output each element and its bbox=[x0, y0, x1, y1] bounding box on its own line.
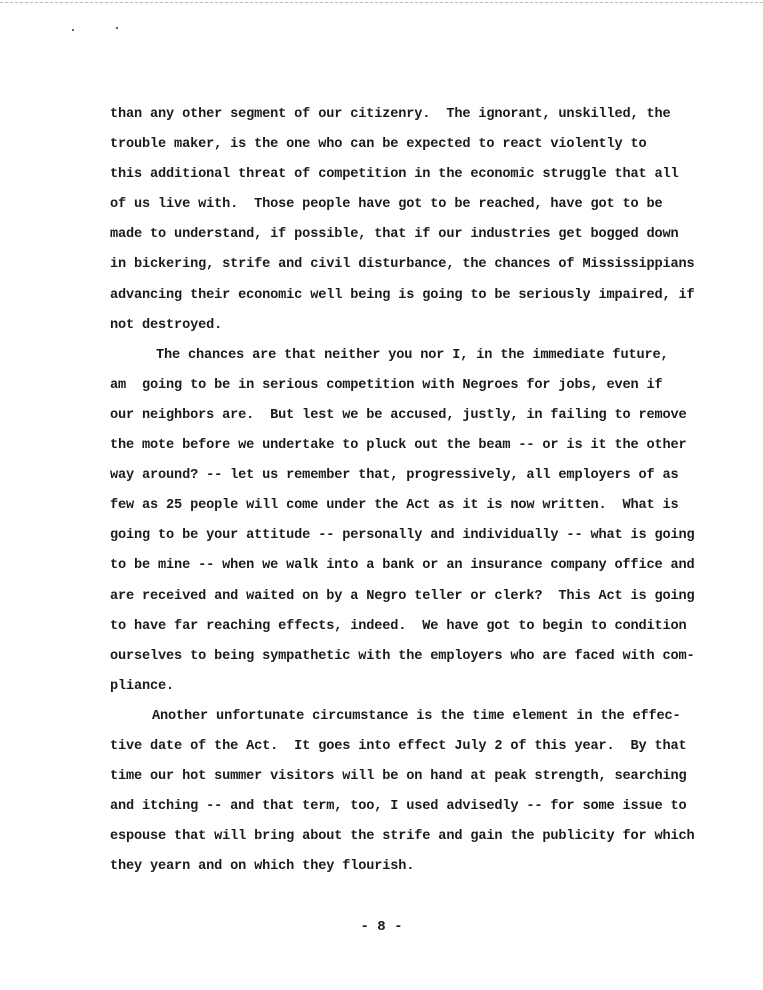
text-line: are received and waited on by a Negro teller or clerk? This Act is going bbox=[110, 588, 695, 604]
text-line: than any other segment of our citizenry. The ignorant, unskilled, the bbox=[110, 107, 671, 122]
paragraph-1 bbox=[110, 100, 695, 341]
text-line: and itching -- and that term, too, I used advisedly -- for some issue to bbox=[110, 799, 687, 815]
text-line: our neighbors are. But lest we be accused, justly, in failing to remove bbox=[110, 407, 687, 423]
text-line: espouse that will bring about the strife and gain the publicity for which bbox=[110, 829, 695, 845]
top-edge-rule bbox=[0, 2, 763, 3]
text-line: of us live with. Those people have got to be reached, have got to be bbox=[110, 197, 663, 213]
text-line: time our hot summer visitors will be on hand at peak strength, searching bbox=[110, 769, 687, 785]
text-line: in bickering, strife and civil disturbance, the chances of Mississippians bbox=[110, 257, 695, 273]
text-line: ourselves to being sympathetic with the employers who are faced with com- bbox=[110, 648, 695, 664]
text-line: way around? -- let us remember that, progressively, all employers of as bbox=[110, 468, 679, 484]
text-line: am going to be in serious competition with Negroes for jobs, even if bbox=[110, 377, 663, 393]
paragraph-2 bbox=[110, 341, 695, 702]
page-number: - 8 - bbox=[360, 919, 403, 935]
body-text bbox=[110, 100, 695, 882]
text-line: trouble maker, is the one who can be expected to react violently to bbox=[110, 137, 647, 153]
text-line: not destroyed. bbox=[110, 317, 223, 333]
text-line: The chances are that neither you nor I, in the immediate future, bbox=[156, 347, 669, 363]
text-line: few as 25 people will come under the Act as it is now written. What is bbox=[110, 498, 679, 514]
text-line: pliance. bbox=[110, 678, 175, 694]
paragraph-3 bbox=[110, 702, 695, 883]
text-line: going to be your attitude -- personally and individually -- what is going bbox=[110, 528, 695, 544]
scan-speck bbox=[116, 27, 118, 29]
text-line: Another unfortunate circumstance is the time element in the effec- bbox=[152, 708, 681, 724]
text-line: this additional threat of competition in the economic struggle that all bbox=[110, 167, 679, 183]
text-line: tive date of the Act. It goes into effect July 2 of this year. By that bbox=[110, 738, 687, 754]
text-line: to have far reaching effects, indeed. We have got to begin to condition bbox=[110, 618, 687, 634]
text-line: made to understand, if possible, that if our industries get bogged down bbox=[110, 227, 679, 243]
text-line: to be mine -- when we walk into a bank or an insurance company office and bbox=[110, 558, 695, 574]
text-line: the mote before we undertake to pluck out the beam -- or is it the other bbox=[110, 438, 687, 454]
text-line: they yearn and on which they flourish. bbox=[110, 859, 415, 875]
text-line: advancing their economic well being is going to be seriously impaired, if bbox=[110, 287, 695, 303]
scan-speck bbox=[72, 29, 74, 31]
